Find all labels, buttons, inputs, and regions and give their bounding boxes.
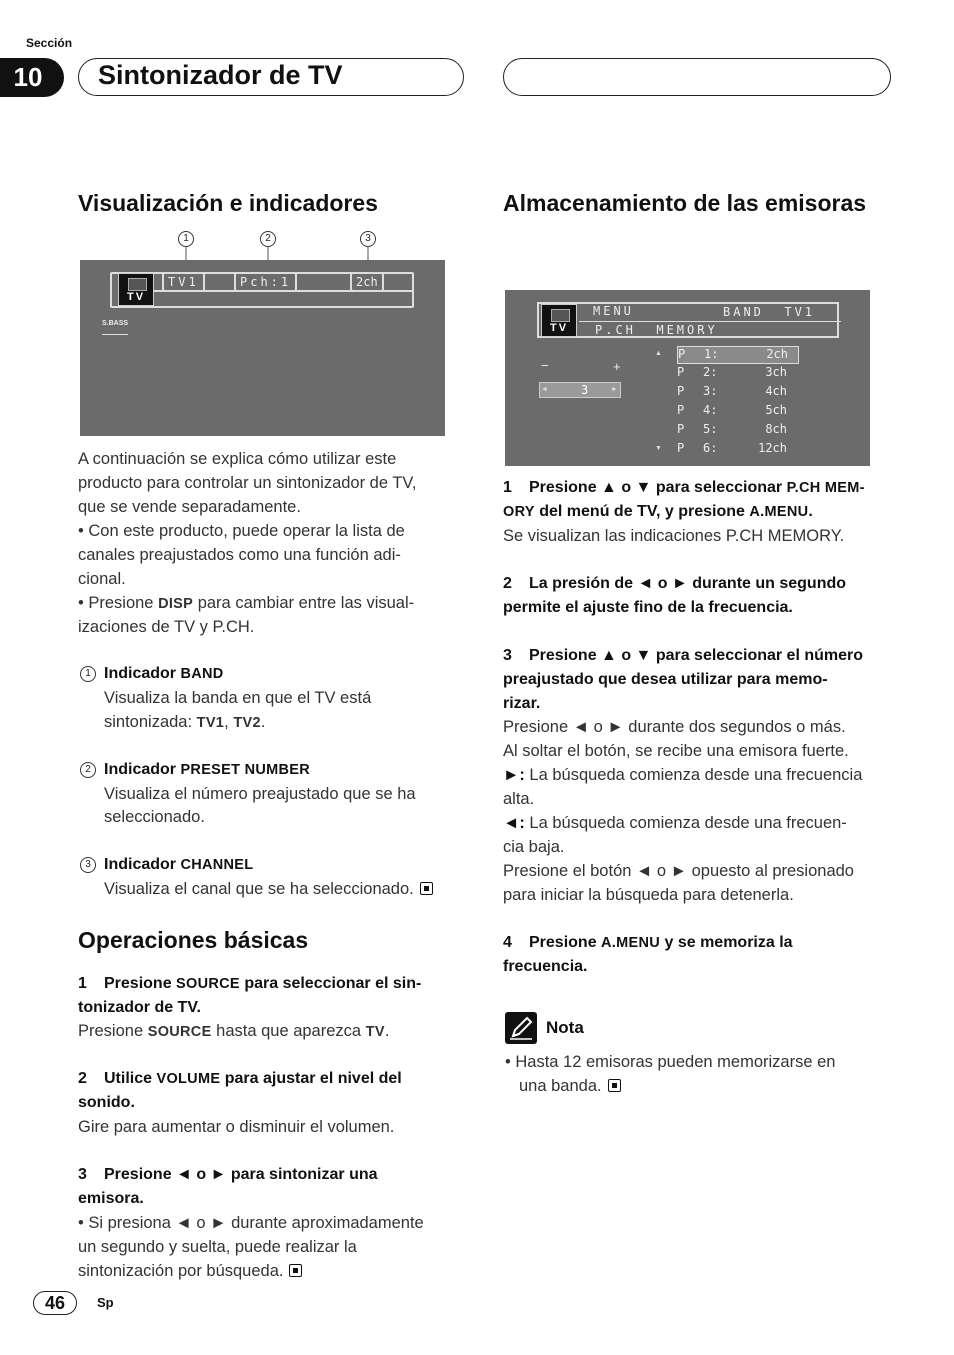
intro-line: • Con este producto, puede operar la lista de — [78, 522, 405, 540]
callout-3: 3 — [360, 231, 376, 247]
language-code: Sp — [97, 1295, 114, 1310]
op3-title: 3 Presione ◄ o ► para sintonizar una — [78, 1166, 378, 1183]
op3-body: • Si presiona ◄ o ► durante aproximadamente — [78, 1214, 424, 1232]
op2-body: Gire para aumentar o disminuir el volumen. — [78, 1118, 395, 1136]
fine-tune-value: 3 — [581, 383, 589, 397]
callout-2: 2 — [260, 231, 276, 247]
preset-row: P 2: 3ch — [677, 365, 787, 379]
indicator-3-number: 3 — [80, 857, 96, 873]
intro-line: producto para controlar un sintonizador de TV, — [78, 474, 417, 492]
indicator-band-desc: Visualiza la banda en que el TV está — [104, 689, 372, 707]
right-arrow-icon: ► — [611, 386, 618, 393]
indicator-preset-desc: Visualiza el número preajustado que se ha — [104, 785, 416, 803]
op1-title: tonizador de TV. — [78, 999, 201, 1016]
s3-title: preajustado que desea utilizar para memo- — [503, 671, 828, 688]
band-label: BAND TV1 — [723, 305, 816, 319]
page-title: Sintonizador de TV — [98, 60, 343, 90]
indicator-preset-desc: seleccionado. — [104, 808, 205, 826]
note-body: • Hasta 12 emisoras pueden memorizarse en — [505, 1053, 836, 1071]
note-body: una banda. — [519, 1074, 621, 1098]
minus-sign: − — [541, 358, 549, 373]
tv-icon — [118, 273, 154, 306]
menu-label: MENU — [593, 304, 634, 318]
tv-display-screenshot — [80, 260, 445, 436]
op1-body: Presione SOURCE hasta que aparezca TV. — [78, 1022, 390, 1040]
preset-row: P 4: 5ch — [677, 403, 787, 417]
s3-body: Presione ◄ o ► durante dos segundos o más. — [503, 718, 846, 736]
s1-title: ORY del menú de TV, y presione A.MENU. — [503, 503, 813, 520]
tv-icon-label: TV — [127, 291, 146, 303]
section-label: Sección — [26, 36, 73, 50]
indicator-band-label: Indicador BAND — [104, 665, 224, 682]
op1-title: 1 Presione SOURCE para seleccionar el sin- — [78, 975, 422, 992]
intro-line: que se vende separadamente. — [78, 498, 301, 516]
pch-memory-display-screenshot — [505, 290, 870, 466]
preset-row-selected: P 1: 2ch — [677, 346, 799, 364]
indicator-channel-desc: Visualiza el canal que se ha seleccionado. — [104, 877, 433, 901]
band-indicator: TV1 — [162, 272, 205, 292]
s1-body: Se visualizan las indicaciones P.CH MEMORY. — [503, 527, 845, 545]
intro-line: cional. — [78, 570, 126, 588]
s4-title: 4 Presione A.MENU y se memoriza la — [503, 934, 793, 951]
tv-icon: TV — [541, 304, 577, 337]
title-frame-right — [503, 58, 891, 96]
op3-body: un segundo y suelta, puede realizar la — [78, 1238, 357, 1256]
s3-body: ►: La búsqueda comienza desde una frecuencia — [503, 766, 863, 784]
intro-line: canales preajustados como una función adi- — [78, 546, 401, 564]
preset-row: P 3: 4ch — [677, 384, 787, 398]
indicator-channel-label: Indicador CHANNEL — [104, 856, 254, 873]
s3-body: alta. — [503, 790, 535, 808]
s3-title: 3 Presione ▲ o ▼ para seleccionar el número — [503, 647, 864, 664]
s3-body: para iniciar la búsqueda para detenerla. — [503, 886, 794, 904]
s3-body: Presione el botón ◄ o ► opuesto al presionado — [503, 862, 854, 880]
end-mark-icon — [289, 1264, 302, 1277]
heading-visualizacion: Visualización e indicadores — [78, 190, 378, 216]
op3-body: sintonización por búsqueda. — [78, 1259, 302, 1283]
pch-memory-label: P.CH MEMORY — [595, 323, 718, 337]
preset-row: P 6: 12ch — [677, 441, 787, 455]
fine-tune-bar — [539, 382, 621, 398]
intro-line: izaciones de TV y P.CH. — [78, 618, 255, 636]
s4-title: frecuencia. — [503, 958, 588, 975]
plus-sign: + — [613, 359, 621, 374]
indicator-1-number: 1 — [80, 666, 96, 682]
sbass-level-icon — [102, 329, 128, 335]
note-title: Nota — [546, 1018, 584, 1037]
intro-line: • Presione DISP para cambiar entre las visual- — [78, 594, 415, 612]
end-mark-icon — [608, 1079, 621, 1092]
op2-title: 2 Utilice VOLUME para ajustar el nivel del — [78, 1070, 402, 1087]
left-arrow-icon: ◄ — [541, 386, 548, 393]
preset-indicator: Pch:1 — [234, 272, 297, 292]
callout-1: 1 — [178, 231, 194, 247]
s2-title: permite el ajuste fino de la frecuencia. — [503, 599, 793, 616]
op2-title: sonido. — [78, 1094, 135, 1111]
disp-key: DISP — [158, 596, 194, 612]
preset-row: P 5: 8ch — [677, 422, 787, 436]
section-number: 10 — [0, 58, 64, 97]
s2-title: 2 La presión de ◄ o ► durante un segundo — [503, 575, 847, 592]
s3-body: Al soltar el botón, se recibe una emisora fuerte. — [503, 742, 849, 760]
scroll-down-icon: ▼ — [655, 445, 662, 452]
heading-operaciones: Operaciones básicas — [78, 927, 309, 953]
channel-indicator: 2ch — [350, 272, 384, 292]
s3-body: ◄: La búsqueda comienza desde una frecuen- — [503, 814, 847, 832]
op3-title: emisora. — [78, 1190, 144, 1207]
heading-almacenamiento: Almacenamiento de las emisoras — [503, 190, 867, 216]
scroll-up-icon: ▲ — [655, 350, 662, 357]
indicator-band-desc: sintonizada: TV1, TV2. — [104, 713, 266, 731]
s1-title: 1 Presione ▲ o ▼ para seleccionar P.CH MEM- — [503, 479, 865, 496]
page-number: 46 — [33, 1291, 77, 1315]
indicator-2-number: 2 — [80, 762, 96, 778]
s3-title: rizar. — [503, 695, 541, 712]
note-pencil-icon — [505, 1012, 537, 1044]
indicator-preset-label: Indicador PRESET NUMBER — [104, 761, 311, 778]
intro-line: A continuación se explica cómo utilizar este — [78, 450, 397, 468]
end-mark-icon — [420, 882, 433, 895]
s3-body: cia baja. — [503, 838, 565, 856]
sbass-label: S.BASS — [102, 320, 129, 327]
